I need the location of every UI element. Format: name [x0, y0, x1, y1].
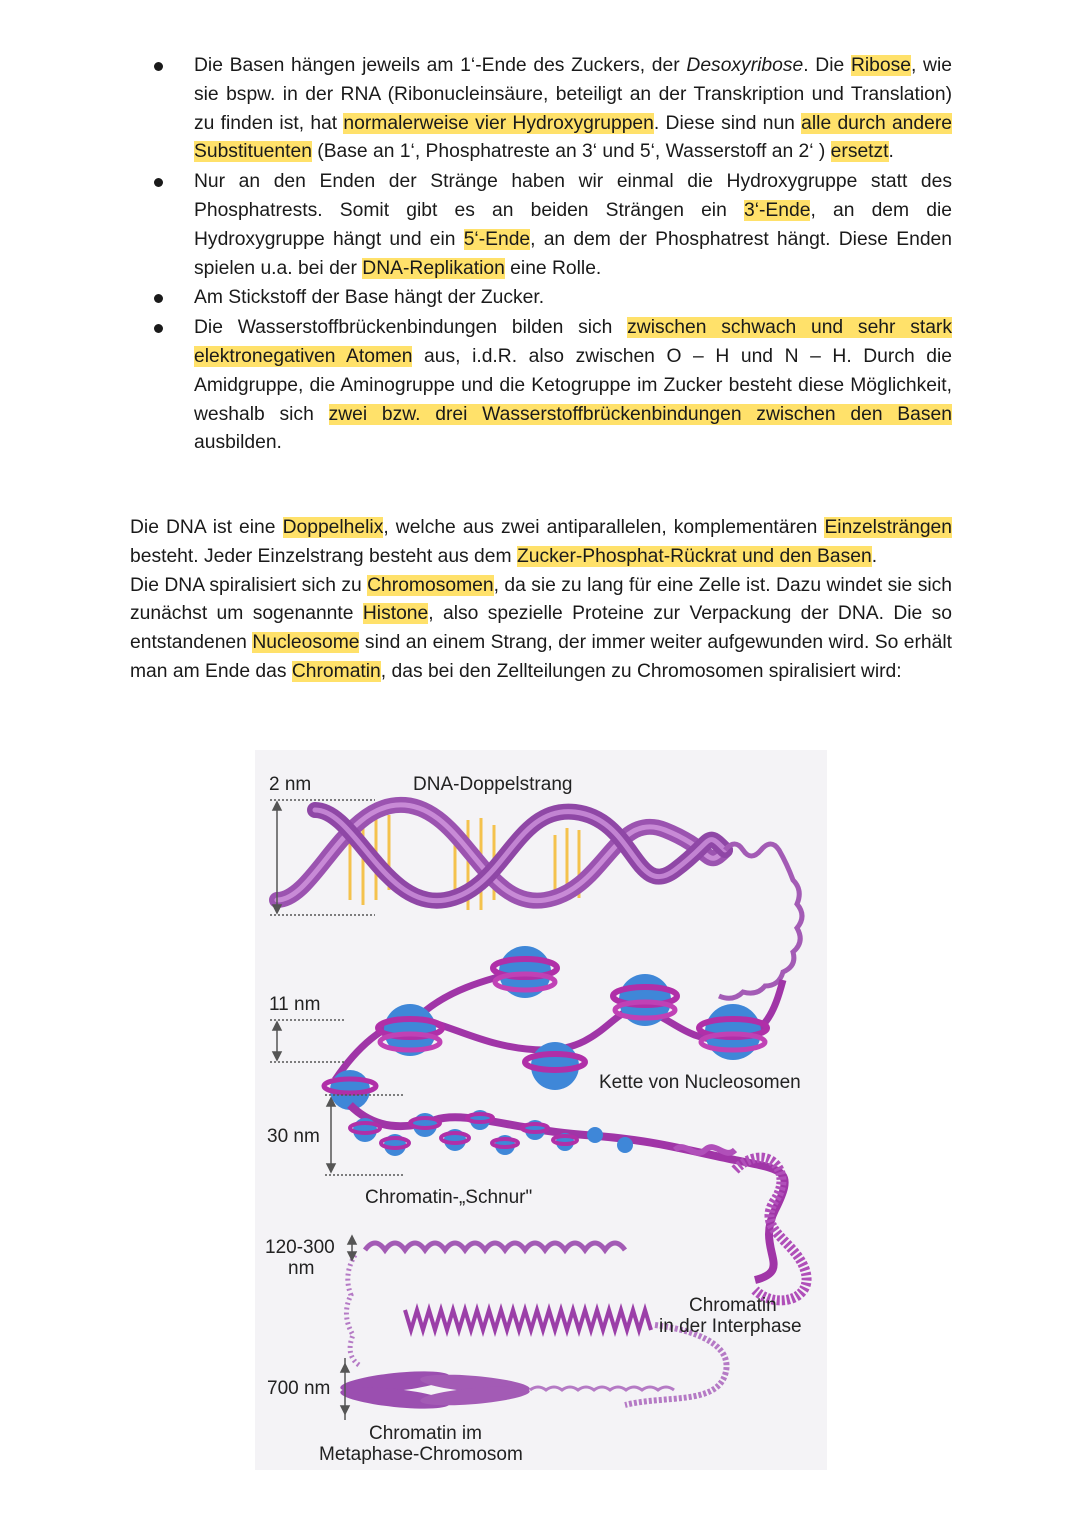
highlight: Chromosomen	[367, 574, 494, 596]
text: , da sie zu lang für eine Zelle ist. Dazu windet sie sich zunächst um sogenannte	[130, 574, 952, 625]
highlight: Doppelhelix	[282, 517, 384, 538]
highlight: Einzelsträngen	[824, 517, 952, 538]
text: Die DNA ist eine	[130, 517, 283, 538]
text: eine Rolle.	[504, 257, 602, 279]
highlight: 3‘-Ende	[743, 199, 811, 221]
italic-term: Desoxyribose	[686, 55, 804, 76]
highlight: 5‘-Ende	[463, 228, 531, 250]
text: Die Wasserstoffbrückenbindungen bilden sich	[194, 317, 628, 339]
bullet-list	[130, 52, 952, 459]
highlight: normalerweise vier Hydroxygruppen	[343, 112, 654, 134]
text: .	[888, 141, 894, 163]
dna-paragraph	[130, 514, 952, 687]
text: , welche aus zwei antiparallelen, komplementären	[383, 517, 825, 538]
label-interphase: in der Interphase	[659, 1316, 802, 1337]
text: Nur an den Enden der Stränge haben wir einmal die Hydroxygruppe statt des Phosphatrests. Somit gibt es an beiden Strängen ein	[194, 171, 952, 221]
label-700nm: 700 nm	[267, 1378, 331, 1399]
label-30nm: 30 nm	[267, 1126, 320, 1147]
highlight: DNA-Replikation	[362, 257, 505, 279]
chromatin-diagram-svg	[255, 750, 827, 1470]
text: Die DNA spiralisiert sich zu	[130, 574, 368, 596]
highlight: ersetzt	[830, 141, 889, 163]
label-kette-nucleosomen: Kette von Nucleosomen	[599, 1072, 801, 1093]
label-dna-doppelstrang: DNA-Doppelstrang	[413, 774, 573, 795]
highlight: alle durch andere Substituenten	[194, 112, 952, 163]
text: , an dem die Hydroxygruppe hängt und ein	[194, 199, 952, 250]
label-120-300: 120-300	[265, 1237, 335, 1258]
label-chromatin: Chromatin	[689, 1295, 777, 1316]
text: sind an einem Strang, der immer weiter aufgewunden wird. So erhält man am Ende das	[130, 632, 952, 682]
text: . Die	[803, 55, 851, 76]
text: , wie sie bspw. in der RNA (Ribonucleinsäure, beteiligt an der Transkription und Translation) zu finden ist, hat	[194, 55, 952, 134]
label-2nm: 2 nm	[269, 774, 312, 795]
text: (Base an 1‘, Phosphatreste an 3‘ und 5‘, Wasserstoff an 2‘ )	[311, 141, 831, 163]
bullet-item-hydrogen-bonds	[130, 314, 952, 458]
highlight: zwei bzw. drei Wasserstoffbrückenbindungen zwischen den Basen	[328, 403, 952, 425]
text: besteht. Jeder Einzelstrang besteht aus dem	[130, 545, 517, 567]
highlight: Nucleosome	[252, 632, 360, 654]
highlight: Zucker-Phosphat-Rückrat und den Basen	[516, 545, 872, 567]
label-chromatin-im: Chromatin im	[369, 1423, 482, 1444]
highlight: Ribose	[850, 55, 911, 76]
bullet-item-nitrogen	[130, 284, 952, 313]
label-nm: nm	[288, 1258, 315, 1279]
text: Die Basen hängen jeweils am 1‘-Ende des Zuckers, der	[194, 55, 687, 76]
highlight: zwischen schwach und sehr stark elektronegativen Atomen	[194, 317, 952, 367]
bullet-item-ribose	[130, 52, 952, 167]
bullet-item-ends	[130, 168, 952, 283]
label-11nm: 11 nm	[269, 994, 321, 1015]
text: aus, i.d.R. also zwischen O – H und N – H. Durch die Amidgruppe, die Aminogruppe und die Ketogruppe im Zucker besteht diese Möglichkeit, weshalb sich	[194, 345, 952, 425]
text: , das bei den Zellteilungen zu Chromosomen spiralisiert wird:	[380, 660, 902, 682]
chromatin-diagram	[255, 750, 827, 1470]
text: . Diese sind nun	[653, 112, 802, 134]
text: , an dem der Phosphatrest hängt. Diese Enden spielen u.a. bei der	[194, 228, 952, 279]
text: .	[871, 545, 878, 567]
highlight: Histone	[362, 603, 429, 625]
text: Am Stickstoff der Base hängt der Zucker.	[194, 287, 545, 309]
text: ausbilden.	[194, 432, 282, 454]
label-metaphase-chromosom: Metaphase-Chromosom	[319, 1444, 523, 1465]
highlight: Chromatin	[291, 660, 381, 682]
text: , also spezielle Proteine zur Verpackung der DNA. Die so entstandenen	[130, 603, 952, 654]
label-chromatin-schnur: Chromatin-„Schnur"	[365, 1187, 533, 1208]
figure-background	[255, 750, 827, 1470]
